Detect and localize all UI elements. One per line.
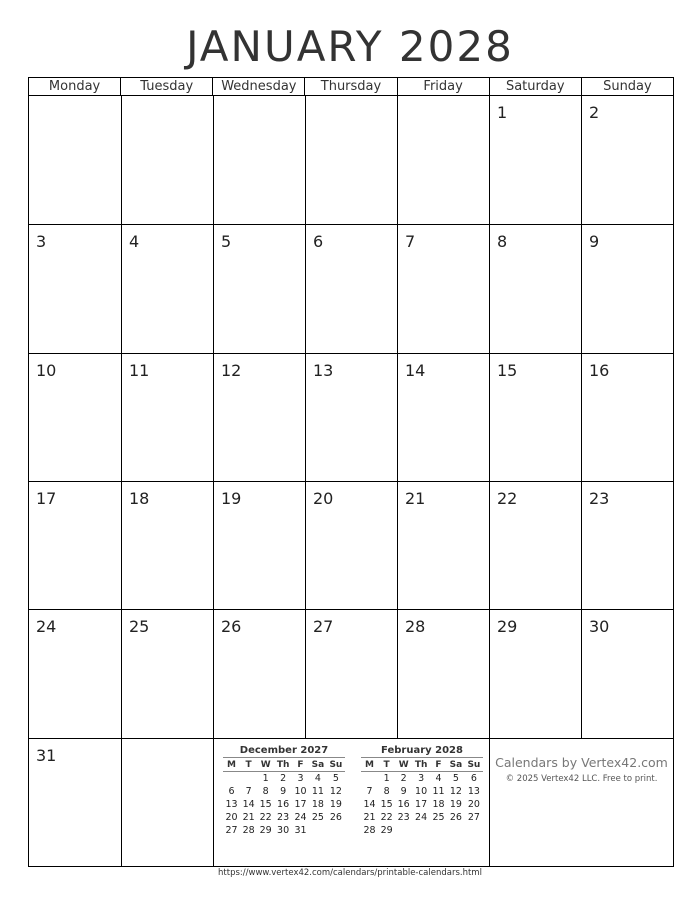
mini-day: 13	[225, 798, 238, 810]
day-number: 18	[129, 488, 150, 508]
mini-day: 25	[432, 811, 445, 823]
day-number: 8	[497, 232, 508, 252]
mini-weekday-header: Th	[274, 759, 292, 772]
mini-day: 23	[397, 811, 410, 823]
weekday-header: Thursday	[304, 78, 396, 95]
day-cell	[581, 224, 673, 352]
day-number: 3	[36, 232, 47, 252]
day-cell	[305, 224, 397, 352]
mini-day: 20	[225, 811, 238, 823]
day-number: 26	[221, 617, 242, 637]
mini-day: 7	[366, 785, 373, 797]
day-cell	[213, 481, 305, 609]
mini-day: 17	[415, 798, 428, 810]
mini-day: 9	[400, 785, 407, 797]
day-cell	[121, 353, 213, 481]
mini-day: 6	[228, 785, 235, 797]
mini-day: 28	[363, 824, 376, 836]
day-number: 22	[497, 488, 518, 508]
day-number: 14	[405, 360, 426, 380]
mini-weekday-header: F	[430, 759, 447, 772]
footer-url[interactable]: https://www.vertex42.com/calendars/printable-calendars.html	[218, 868, 482, 878]
day-cell	[305, 609, 397, 737]
mini-day	[465, 824, 483, 837]
mini-weekday-header: F	[292, 759, 309, 772]
mini-day: 27	[467, 811, 480, 823]
day-number: 1	[497, 103, 508, 122]
day-number: 9	[589, 232, 600, 252]
mini-day: 2	[280, 772, 287, 784]
mini-day: 2	[400, 772, 407, 784]
weekday-header: Saturday	[489, 78, 581, 95]
day-cell	[121, 224, 213, 352]
day-cell	[581, 353, 673, 481]
page-title: JANUARY 2028	[186, 22, 514, 71]
day-number: 15	[497, 360, 518, 380]
mini-day: 3	[418, 772, 425, 784]
mini-day: 13	[467, 785, 480, 797]
mini-day: 24	[415, 811, 428, 823]
brand-name: Calendars by Vertex42.com	[495, 754, 668, 770]
mini-day	[447, 824, 465, 837]
day-number: 17	[36, 488, 57, 508]
mini-day: 28	[242, 824, 255, 836]
weekday-header-row	[29, 78, 673, 96]
mini-day: 12	[449, 785, 462, 797]
day-number: 16	[589, 360, 610, 380]
day-cell	[29, 224, 121, 352]
mini-calendar	[361, 745, 483, 837]
day-cell	[29, 738, 121, 866]
branding-cell	[489, 738, 673, 866]
day-cell	[581, 481, 673, 609]
day-cell	[397, 96, 489, 224]
day-number: 11	[129, 360, 150, 380]
day-number: 23	[589, 488, 610, 508]
mini-day	[240, 771, 257, 785]
day-cell	[305, 96, 397, 224]
mini-day: 8	[383, 785, 390, 797]
day-cell	[121, 96, 213, 224]
mini-day: 21	[363, 811, 376, 823]
mini-weekday-header: T	[240, 759, 257, 772]
mini-day: 9	[280, 785, 287, 797]
mini-calendar-title: February 2028	[361, 745, 483, 758]
day-cell	[213, 609, 305, 737]
day-number: 7	[405, 232, 416, 252]
mini-day: 5	[452, 772, 459, 784]
mini-day: 25	[311, 811, 324, 823]
mini-weekday-header: Su	[327, 759, 345, 772]
day-cell	[29, 609, 121, 737]
day-cell	[489, 481, 581, 609]
day-cell	[213, 224, 305, 352]
day-cell	[305, 481, 397, 609]
mini-day: 1	[383, 772, 390, 784]
day-cell	[29, 353, 121, 481]
day-cell	[397, 481, 489, 609]
day-number: 21	[405, 488, 426, 508]
day-cell	[489, 609, 581, 737]
mini-day: 15	[259, 798, 272, 810]
day-number: 10	[36, 360, 57, 380]
mini-day: 24	[294, 811, 307, 823]
day-number: 25	[129, 617, 150, 637]
mini-day: 23	[277, 811, 290, 823]
mini-weekday-header: Th	[412, 759, 430, 772]
mini-day: 18	[311, 798, 324, 810]
day-number: 13	[313, 360, 334, 380]
mini-day: 11	[432, 785, 445, 797]
day-cell	[29, 96, 121, 224]
day-cell	[581, 96, 673, 224]
mini-day: 5	[332, 772, 339, 784]
mini-day: 20	[467, 798, 480, 810]
mini-day: 18	[432, 798, 445, 810]
day-number: 29	[497, 617, 518, 637]
day-number: 4	[129, 232, 140, 252]
mini-day	[361, 771, 378, 785]
mini-weekday-header: M	[223, 759, 240, 772]
day-cell	[213, 353, 305, 481]
mini-day: 10	[415, 785, 428, 797]
day-cell	[489, 353, 581, 481]
mini-day: 14	[242, 798, 255, 810]
day-number: 30	[589, 617, 610, 637]
mini-day: 17	[294, 798, 307, 810]
mini-weekday-header: Sa	[447, 759, 465, 772]
day-cell	[121, 738, 213, 866]
mini-day: 27	[225, 824, 238, 836]
mini-day: 21	[242, 811, 255, 823]
day-number: 27	[313, 617, 334, 637]
weekday-header: Tuesday	[120, 78, 212, 95]
mini-day: 16	[277, 798, 290, 810]
day-number: 24	[36, 617, 57, 637]
copyright-text: © 2025 Vertex42 LLC. Free to print.	[505, 773, 658, 784]
day-cell	[489, 96, 581, 224]
day-number: 20	[313, 488, 334, 508]
weekday-header: Wednesday	[212, 78, 304, 95]
weekday-header: Sunday	[581, 78, 673, 95]
day-cell	[121, 609, 213, 737]
mini-day: 19	[449, 798, 462, 810]
mini-day: 6	[470, 772, 477, 784]
mini-day	[223, 771, 240, 785]
day-cell	[397, 609, 489, 737]
day-cell	[581, 609, 673, 737]
day-cell	[29, 481, 121, 609]
mini-day: 11	[311, 785, 324, 797]
day-cell	[489, 224, 581, 352]
mini-weekday-header: Sa	[309, 759, 327, 772]
mini-day: 14	[363, 798, 376, 810]
day-cell	[397, 224, 489, 352]
mini-day: 7	[245, 785, 252, 797]
mini-day: 1	[262, 772, 269, 784]
mini-day: 4	[314, 772, 321, 784]
mini-day: 26	[449, 811, 462, 823]
mini-day: 10	[294, 785, 307, 797]
mini-day: 8	[262, 785, 269, 797]
mini-day: 31	[294, 824, 307, 836]
mini-day: 12	[329, 785, 342, 797]
calendar-grid	[28, 77, 674, 867]
weekday-header: Friday	[397, 78, 489, 95]
mini-day	[430, 824, 447, 837]
mini-weekday-header: Su	[465, 759, 483, 772]
mini-calendar	[223, 745, 345, 837]
day-number: 28	[405, 617, 426, 637]
weekday-header: Monday	[48, 79, 101, 94]
day-number: 5	[221, 232, 232, 252]
mini-day: 22	[259, 811, 272, 823]
day-number: 2	[589, 103, 600, 122]
mini-day: 22	[380, 811, 393, 823]
mini-day: 3	[297, 772, 304, 784]
mini-day: 16	[397, 798, 410, 810]
day-cell	[397, 353, 489, 481]
mini-day: 30	[277, 824, 290, 836]
mini-calendar-title: December 2027	[223, 745, 345, 758]
day-cell	[213, 96, 305, 224]
mini-weekday-header: W	[257, 759, 274, 772]
mini-day: 4	[435, 772, 442, 784]
mini-day: 19	[329, 798, 342, 810]
mini-weekday-header: M	[361, 759, 378, 772]
mini-day	[395, 824, 412, 837]
day-cell	[121, 481, 213, 609]
day-number: 31	[36, 745, 57, 765]
mini-day	[412, 824, 430, 837]
mini-weekday-header: W	[395, 759, 412, 772]
day-number: 6	[313, 232, 324, 252]
day-number: 19	[221, 488, 242, 508]
mini-day	[309, 824, 327, 837]
mini-calendars-cell	[213, 738, 489, 866]
mini-day: 15	[380, 798, 393, 810]
day-grid	[29, 96, 673, 866]
mini-weekday-header: T	[378, 759, 395, 772]
mini-day: 26	[329, 811, 342, 823]
mini-day: 29	[259, 824, 272, 836]
day-cell	[305, 353, 397, 481]
day-number: 12	[221, 360, 242, 380]
mini-day	[327, 824, 345, 837]
mini-day: 29	[380, 824, 393, 836]
